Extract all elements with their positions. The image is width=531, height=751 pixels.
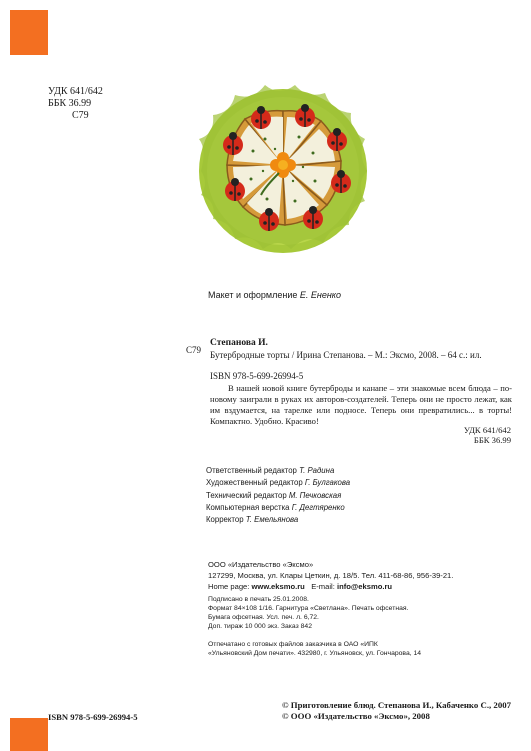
publisher-name: ООО «Издательство «Эксмо» xyxy=(208,560,314,569)
publisher-block xyxy=(208,559,453,592)
credit-row xyxy=(206,514,350,526)
design-credit xyxy=(208,290,341,300)
classification-block xyxy=(48,86,103,122)
credit-name: Т. Радина xyxy=(299,466,335,475)
isbn-bottom: ISBN 978-5-699-26994-5 xyxy=(48,712,138,722)
record-udk: УДК 641/642 xyxy=(463,425,511,435)
format-line: Формат 84×108 1/16. Гарнитура «Светлана». Печать офсетная. xyxy=(208,605,409,612)
credit-role: Технический редактор xyxy=(206,490,287,500)
corner-square-top xyxy=(10,10,48,55)
bbk-code: ББК 36.99 xyxy=(48,98,92,109)
bibliographic-description xyxy=(210,349,510,362)
sandwich-cake-photo xyxy=(195,79,371,255)
record-bbk: ББК 36.99 xyxy=(473,435,511,445)
publisher-contacts xyxy=(208,581,453,592)
annotation: В нашей новой книге бутерброды и канапе – эти знакомые всем блюда – по-новому заиграли в руках их авторов-создателей. Теперь они не просто лежат, как им вздумается, на тарелке или подносе. Теперь они превратились... в торты! Компактно. Удобно. Красиво! xyxy=(210,383,512,426)
signed-date: Подписано в печать 25.01.2008. xyxy=(208,596,309,603)
publisher-address: 127299, Москва, ул. Клары Цеткин, д. 18/5. Тел. 411-68-86, 956-39-21. xyxy=(208,571,454,580)
home-label: Home page: xyxy=(208,582,250,591)
credit-name: Т. Емельянова xyxy=(245,515,299,525)
record-classification xyxy=(453,425,511,445)
isbn-record: ISBN 978-5-699-26994-5 xyxy=(210,371,304,381)
printed-by xyxy=(208,640,421,658)
credit-name: Г. Дегтяренко xyxy=(291,502,345,512)
credit-name: М. Печковская xyxy=(288,490,342,500)
editorial-credits xyxy=(206,465,350,526)
printed-line-1: Отпечатано с готовых файлов заказчика в ОАО «ИПК xyxy=(208,641,378,648)
author-name: Степанова И. xyxy=(210,338,268,348)
email-label: E-mail: xyxy=(311,582,335,591)
copyright-block xyxy=(282,700,511,722)
email-link[interactable]: info@eksmo.ru xyxy=(336,582,393,591)
credit-row xyxy=(206,502,350,514)
author-sign: С79 xyxy=(72,110,89,121)
description-text: Бутербродные торты / Ирина Степанова. – М.: Эксмо, 2008. – 64 с.: ил. xyxy=(210,350,482,360)
design-label: Макет и оформление xyxy=(208,290,298,300)
credit-role: Художественный редактор xyxy=(206,478,303,488)
paper-line: Бумага офсетная. Усл. печ. л. 6,72. xyxy=(208,614,319,621)
home-link[interactable]: www.eksmo.ru xyxy=(251,582,305,591)
credit-role: Компьютерная верстка xyxy=(206,502,290,512)
credit-row xyxy=(206,477,350,489)
copyright-line-2: © ООО «Издательство «Эксмо», 2008 xyxy=(282,711,430,721)
copyright-line-1: © Приготовление блюд. Степанова И., Кабаченко С., 2007 xyxy=(282,700,512,710)
credit-row xyxy=(206,490,350,502)
credit-role: Корректор xyxy=(206,515,244,525)
credit-name: Г. Булгакова xyxy=(304,478,351,488)
run-line: Доп. тираж 10 000 экз. Заказ 842 xyxy=(208,623,312,630)
credit-row xyxy=(206,465,350,477)
printed-line-2: «Ульяновский Дом печати». 432980, г. Ульяновск, ул. Гончарова, 14 xyxy=(208,650,422,657)
corner-square-bottom xyxy=(10,718,48,751)
print-info xyxy=(208,595,408,631)
record-code: С79 xyxy=(186,345,202,355)
credit-role: Ответственный редактор xyxy=(206,466,297,475)
udk-code: УДК 641/642 xyxy=(48,86,103,97)
design-name: Е. Ененко xyxy=(299,290,342,300)
